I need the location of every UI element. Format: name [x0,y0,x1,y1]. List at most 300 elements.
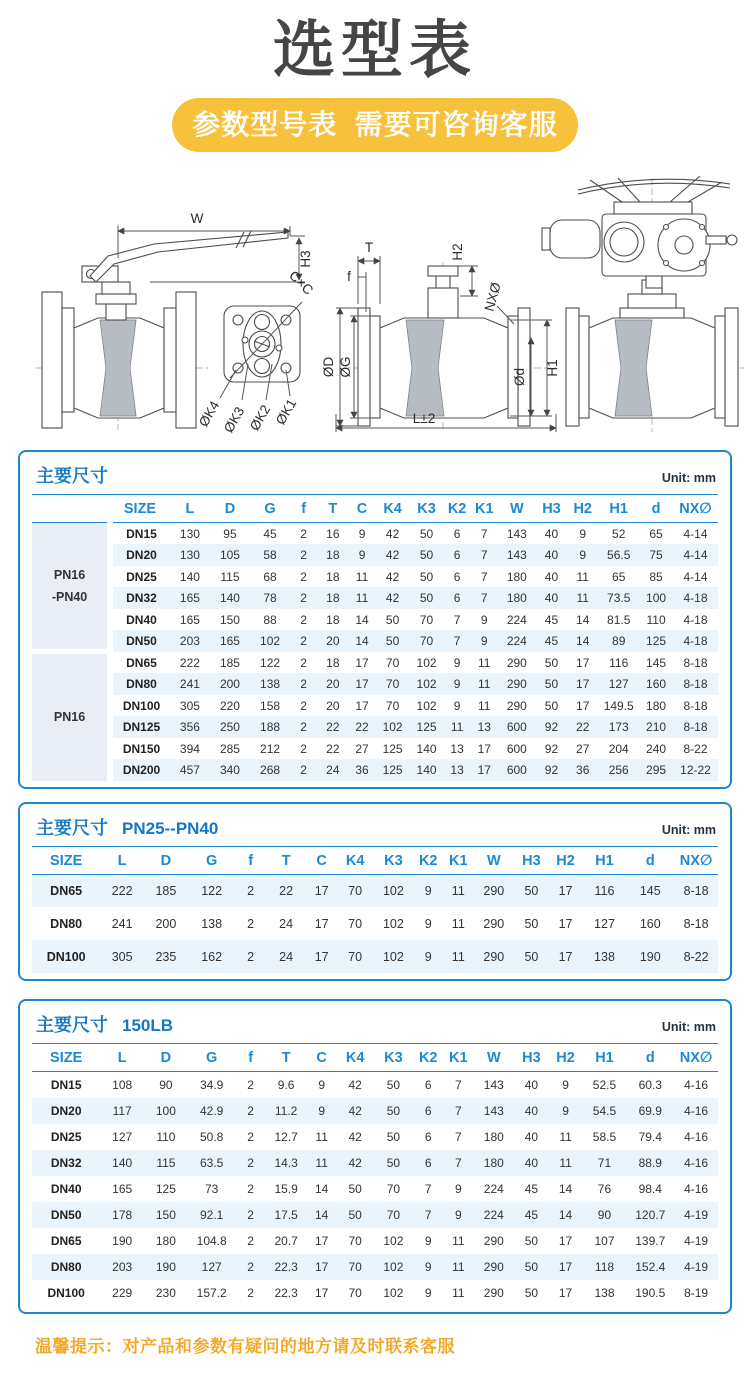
value-cell: 125 [410,716,444,738]
value-cell: 125 [382,741,403,756]
size-cell: DN80 [32,1254,100,1280]
dim-label-k2: ØK2 [246,402,274,434]
value-cell: 14 [307,1202,337,1228]
value-cell: 102 [376,716,410,738]
value-cell: 7 [454,1129,462,1144]
dim-label-phiG: ØG [338,356,353,378]
value-cell: 290 [498,673,536,695]
value-cell: 8-18 [673,673,718,695]
dim-label-l: L±2 [412,411,436,427]
value-cell: 256 [598,759,639,781]
value-cell: 160 [639,673,673,695]
dim-label-t: T [364,240,374,256]
value-cell: 50.8 [199,1129,224,1144]
value-cell: 9 [307,1098,337,1124]
value-cell: 140 [179,569,200,584]
dim-label-k3: ØK3 [220,404,248,436]
value-cell: 241 [170,673,210,695]
column-header: D [210,495,250,523]
value-cell: 56.5 [598,544,639,566]
value-cell: 2 [290,673,317,695]
value-cell: 125 [639,630,673,652]
value-cell: 22.3 [274,1285,298,1300]
value-cell: 50 [514,1254,548,1280]
value-cell: 4-14 [673,544,718,566]
table-2-subtitle: PN25--PN40 [122,818,219,838]
column-header: H3 [536,495,567,523]
value-cell: 14 [548,1202,582,1228]
value-cell: 4-18 [683,612,708,627]
value-cell: 4-16 [684,1181,709,1196]
value-cell: 6 [444,587,471,609]
column-header: H2 [567,495,598,523]
value-cell: 12-22 [673,759,718,781]
value-cell: 180 [646,698,667,713]
table-1-title: 主要尺寸 [36,466,108,487]
value-cell: 290 [473,1254,514,1280]
value-cell: 42 [348,1129,362,1144]
value-cell: 17 [307,874,337,907]
value-cell: 4-16 [674,1098,718,1124]
value-cell: 2 [290,759,317,781]
value-cell: 68 [263,569,277,584]
value-cell: 2 [236,940,266,973]
table-row [32,1280,718,1306]
value-cell: 222 [100,874,144,907]
table-row [32,1124,718,1150]
value-cell: 4-14 [683,526,708,541]
table-row [32,1176,718,1202]
value-cell: 165 [210,630,250,652]
value-cell: 224 [506,612,527,627]
value-cell: 4-18 [673,587,718,609]
value-cell: 160 [639,916,661,931]
value-cell: 190 [144,1254,188,1280]
value-cell: 11 [548,1150,582,1176]
size-cell: DN25 [126,569,157,584]
value-cell: 9 [413,940,443,973]
value-cell: 9 [444,673,471,695]
value-cell: 2 [300,526,307,541]
value-cell: 8-18 [674,874,718,907]
value-cell: 70 [348,1233,362,1248]
value-cell: 22.3 [266,1254,307,1280]
value-cell: 13 [471,716,498,738]
value-cell: 240 [646,741,667,756]
value-cell: 130 [170,544,210,566]
value-cell: 52.5 [592,1078,617,1093]
value-cell: 13 [444,759,471,781]
value-cell: 4-14 [683,569,708,584]
value-cell: 20.7 [274,1233,298,1248]
value-cell: 50 [376,630,410,652]
value-cell: 120.7 [626,1202,674,1228]
column-header: f [290,495,317,523]
size-cell: DN20 [32,1098,100,1124]
value-cell: 4-16 [674,1150,718,1176]
value-cell: 210 [639,716,673,738]
value-cell: 50 [536,673,567,695]
column-header-group [32,495,110,523]
value-cell: 8-18 [683,698,708,713]
value-cell: 224 [498,630,536,652]
value-cell: 17 [548,1254,582,1280]
column-header: T [266,846,307,874]
value-cell: 143 [473,1098,514,1124]
value-cell: 290 [483,1233,504,1248]
value-cell: 11 [471,673,498,695]
value-cell: 42.9 [188,1098,236,1124]
value-cell: 224 [483,1181,504,1196]
value-cell: 2 [247,916,255,931]
size-cell: DN40 [126,612,157,627]
dim-label-k4: ØK4 [195,398,223,430]
value-cell: 204 [608,741,629,756]
value-cell: 600 [498,716,536,738]
value-cell: 190.5 [635,1285,666,1300]
table-row [32,1098,718,1124]
value-cell: 14 [576,612,590,627]
dimension-table-card-3 [18,999,732,1314]
value-cell: 4-19 [674,1254,718,1280]
value-cell: 185 [219,655,240,670]
value-cell: 6 [424,1078,432,1093]
value-cell: 229 [112,1285,133,1300]
footer-warm-tip: 温馨提示：对产品和参数有疑问的地方请及时联系客服 [35,1336,455,1356]
column-header: G [188,846,236,874]
column-header: SIZE [110,495,170,523]
pressure-group-label: PN16 [53,567,86,582]
value-cell: 50 [410,587,444,609]
column-header: H1 [598,495,639,523]
value-cell: 20 [326,698,340,713]
value-cell: 108 [112,1078,133,1093]
column-header: K2 [413,846,443,874]
value-cell: 24 [279,916,294,931]
table-row [32,1150,718,1176]
value-cell: 173 [598,716,639,738]
value-cell: 290 [473,874,514,907]
value-cell: 20 [317,630,348,652]
value-cell: 143 [498,544,536,566]
value-cell: 305 [100,940,144,973]
table-row [32,1228,718,1254]
table-row [32,630,718,652]
value-cell: 250 [210,716,250,738]
table-1-unit: Unit: mm [661,471,716,486]
value-cell: 42 [385,526,400,541]
value-cell: 11 [452,1233,465,1248]
value-cell: 203 [170,630,210,652]
value-cell: 7 [480,526,488,541]
value-cell: 180 [155,1233,176,1248]
value-cell: 9 [424,1233,432,1248]
value-cell: 17 [548,940,582,973]
size-cell: DN40 [50,1181,82,1196]
value-cell: 75 [639,544,673,566]
value-cell: 457 [170,759,210,781]
table-1-header [32,459,718,494]
table-row [32,609,718,631]
value-cell: 70 [337,940,374,973]
value-cell: 7 [443,1098,473,1124]
value-cell: 40 [514,1098,548,1124]
value-cell: 2 [290,587,317,609]
column-header: f [236,1044,266,1072]
value-cell: 165 [170,587,210,609]
value-cell: 11.2 [266,1098,307,1124]
value-cell: 100 [144,1098,188,1124]
dim-label-phiD: ØD [321,357,336,378]
value-cell: 50 [337,1202,374,1228]
value-cell: 145 [646,655,667,670]
value-cell: 2 [236,1254,266,1280]
value-cell: 60.3 [638,1078,662,1093]
value-cell: 180 [506,569,527,584]
value-cell: 212 [260,741,281,756]
value-cell: 6 [413,1098,443,1124]
value-cell: 42 [337,1150,374,1176]
column-header: NX∅ [673,495,718,523]
value-cell: 24 [317,759,348,781]
value-cell: 40 [544,526,559,541]
value-cell: 42 [385,569,400,584]
value-cell: 11 [478,698,491,713]
value-cell: 79.4 [638,1129,662,1144]
value-cell: 70 [376,673,410,695]
value-cell: 4-18 [673,630,718,652]
value-cell: 17 [558,1285,573,1300]
value-cell: 140 [100,1150,144,1176]
value-cell: 140 [210,587,250,609]
value-cell: 15.9 [274,1181,298,1196]
table-3-title: 主要尺寸 [36,1015,108,1036]
value-cell: 11 [355,569,369,584]
pressure-group-cell [32,652,110,781]
value-cell: 7 [413,1202,443,1228]
column-header: C [307,1044,337,1072]
value-cell: 157.2 [196,1285,227,1300]
value-cell: 2 [236,1098,266,1124]
value-cell: 9 [358,526,366,541]
table-row [32,652,718,674]
value-cell: 40 [524,1078,539,1093]
table-row [32,566,718,588]
technical-drawings [0,170,750,438]
value-cell: 117 [100,1098,144,1124]
value-cell: 102 [383,1233,404,1248]
table-2-unit: Unit: mm [661,822,716,837]
dim-label-w: W [190,211,204,227]
table-row [32,523,718,545]
size-cell: DN100 [47,1285,85,1300]
value-cell: 138 [250,673,290,695]
value-cell: 241 [111,916,133,931]
column-header: W [498,495,536,523]
value-cell: 12.7 [274,1129,298,1144]
value-cell: 200 [210,673,250,695]
value-cell: 2 [300,741,307,756]
value-cell: 45 [263,526,277,541]
value-cell: 40 [544,569,559,584]
dim-label-phid: Ød [512,368,527,387]
value-cell: 70 [410,630,444,652]
value-cell: 139.7 [635,1233,666,1248]
column-header: K2 [444,495,471,523]
value-cell: 102 [416,698,437,713]
value-cell: 290 [473,940,514,973]
value-cell: 34.9 [199,1078,224,1093]
value-cell: 200 [155,916,177,931]
value-cell: 9 [562,1078,569,1093]
value-cell: 143 [506,526,527,541]
value-cell: 22 [326,741,340,756]
column-header: SIZE [32,846,100,874]
table-1-column-row [32,495,718,523]
value-cell: 122 [188,874,236,907]
value-cell: 17 [307,1254,337,1280]
value-cell: 78 [250,587,290,609]
column-header: W [473,1044,514,1072]
dim-label-cxc: C×C [286,268,317,299]
value-cell: 50 [386,1129,401,1144]
value-cell: 50 [544,655,559,670]
value-cell: 40 [536,587,567,609]
value-cell: 18 [326,612,340,627]
value-cell: 104.8 [196,1233,227,1248]
column-header: H1 [583,1044,627,1072]
value-cell: 45 [536,630,567,652]
value-cell: 14.3 [266,1150,307,1176]
value-cell: 140 [416,741,437,756]
value-cell: 115 [220,569,240,584]
value-cell: 2 [290,630,317,652]
dim-label-h2: H2 [450,243,465,262]
dim-label-h1: H1 [545,359,560,378]
pressure-group-cell [32,523,110,652]
value-cell: 58 [250,544,290,566]
column-header: K1 [471,495,498,523]
value-cell: 18 [326,655,340,670]
value-cell: 73 [204,1181,219,1196]
value-cell: 17 [314,1233,329,1248]
dimension-table-card-2 [18,802,732,982]
column-header: K4 [376,495,410,523]
column-header: D [144,1044,188,1072]
dim-label-h3: H3 [298,250,313,269]
value-cell: 22 [266,874,307,907]
size-cell: DN65 [32,874,100,907]
column-header: SIZE [32,1044,100,1072]
value-cell: 2 [247,1078,254,1093]
column-header: H3 [514,1044,548,1072]
value-cell: 50 [374,1098,414,1124]
value-cell: 125 [155,1181,176,1196]
value-cell: 4-16 [684,1129,709,1144]
value-cell: 107 [594,1233,615,1248]
value-cell: 290 [483,1285,504,1300]
value-cell: 143 [483,1078,504,1093]
value-cell: 18 [317,587,348,609]
value-cell: 8-22 [683,741,708,756]
value-cell: 6 [444,544,471,566]
size-cell: DN20 [110,544,170,566]
value-cell: 14 [355,612,369,627]
value-cell: 9 [453,655,461,670]
value-cell: 9 [443,1202,473,1228]
table-2-column-row [32,846,718,874]
dimension-table-2 [32,846,718,974]
value-cell: 17 [558,916,573,931]
value-cell: 70 [348,916,363,931]
value-cell: 42 [348,1078,362,1093]
value-cell: 16 [326,526,340,541]
value-cell: 2 [247,1181,254,1196]
value-cell: 2 [236,1202,266,1228]
value-cell: 2 [247,1285,254,1300]
value-cell: 102 [374,940,414,973]
value-cell: 14 [567,630,598,652]
value-cell: 50 [524,1285,539,1300]
value-cell: 600 [498,759,536,781]
column-header: K4 [337,1044,374,1072]
value-cell: 11 [559,1129,572,1144]
value-cell: 203 [100,1254,144,1280]
dimension-table-1 [32,494,718,781]
value-cell: 17 [314,1285,329,1300]
dim-label-nx: NXØ [481,281,504,314]
page-title: 选型表 [272,16,477,85]
valve-manual-drawing [36,211,316,435]
value-cell: 2 [300,612,307,627]
value-cell: 138 [201,916,223,931]
value-cell: 102 [383,1285,404,1300]
value-cell: 152.4 [626,1254,674,1280]
value-cell: 105 [210,544,250,566]
value-cell: 17 [567,673,598,695]
value-cell: 89 [598,630,639,652]
value-cell: 9 [454,1181,462,1196]
value-cell: 17 [307,940,337,973]
column-header: D [144,846,188,874]
pressure-group-label: -PN40 [51,590,88,605]
value-cell: 110 [646,612,666,627]
value-cell: 2 [300,655,307,670]
value-cell: 11 [451,916,465,931]
table-3-header [32,1008,718,1043]
value-cell: 7 [480,569,488,584]
value-cell: 9 [480,612,488,627]
value-cell: 70 [385,655,400,670]
value-cell: 305 [179,698,200,713]
value-cell: 70 [386,1181,401,1196]
column-header: C [348,495,375,523]
value-cell: 165 [179,612,200,627]
value-cell: 17 [471,759,498,781]
value-cell: 394 [179,741,200,756]
value-cell: 14 [348,630,375,652]
value-cell: 9 [424,1285,432,1300]
value-cell: 11 [315,1129,328,1144]
value-cell: 11 [307,1150,337,1176]
value-cell: 102 [410,673,444,695]
value-cell: 230 [155,1285,176,1300]
value-cell: 71 [583,1150,627,1176]
value-cell: 11 [443,1254,473,1280]
value-cell: 11 [443,940,473,973]
column-header: H1 [583,846,627,874]
value-cell: 138 [583,940,627,973]
